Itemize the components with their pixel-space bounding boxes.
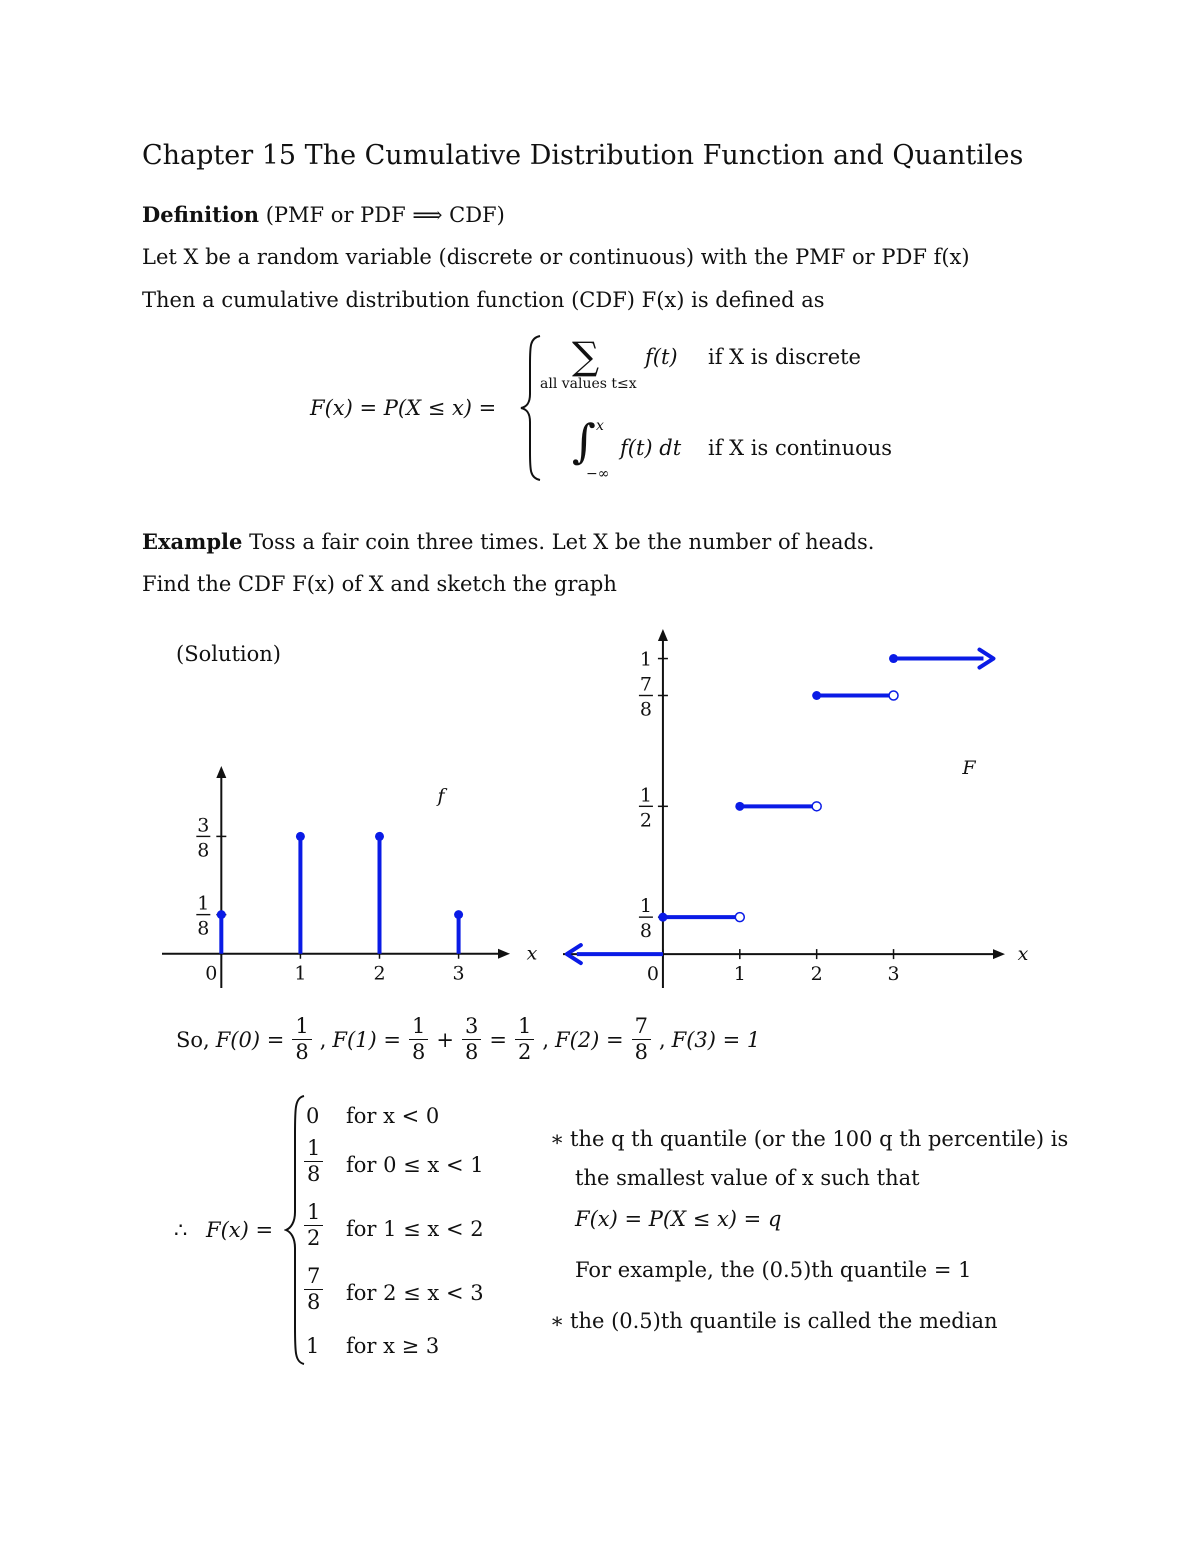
pmf-series-label: f bbox=[437, 785, 445, 807]
frac-num: 1 bbox=[304, 1138, 323, 1162]
y-tick-label-den: 2 bbox=[639, 809, 652, 832]
piecewise-lhs: F(x) = bbox=[206, 1218, 274, 1242]
note-equation: F(x) = P(X ≤ x) = q bbox=[575, 1207, 782, 1231]
cdf-open-point bbox=[735, 913, 744, 922]
so-f1-a-frac bbox=[409, 1016, 428, 1063]
frac-num: 1 bbox=[409, 1016, 428, 1040]
so-f2-frac bbox=[632, 1016, 651, 1063]
integral-upper: x bbox=[596, 418, 604, 434]
note-quantile-def: the q th quantile (or the 100 q th percentile) is bbox=[570, 1127, 1069, 1151]
cdf-open-point bbox=[889, 691, 898, 700]
so-comma: , bbox=[542, 1027, 549, 1052]
cdf-brace bbox=[518, 334, 544, 482]
note-star-1: ∗ bbox=[550, 1127, 565, 1151]
pmf-point bbox=[375, 832, 384, 841]
x-axis-label: x bbox=[1017, 943, 1029, 966]
so-eq: = bbox=[489, 1027, 507, 1052]
x-axis-label: x bbox=[526, 942, 538, 965]
so-f0-frac bbox=[292, 1016, 311, 1063]
definition-heading bbox=[142, 202, 505, 227]
frac-den: 8 bbox=[411, 1040, 426, 1064]
x-tick-label: 0 bbox=[205, 962, 218, 985]
x-tick-label: 2 bbox=[810, 963, 823, 986]
cdf-closed-point bbox=[658, 913, 667, 922]
piecewise-row-3-value bbox=[302, 1266, 325, 1313]
piecewise-row-4-value: 1 bbox=[306, 1334, 320, 1358]
frac-num: 1 bbox=[304, 1202, 323, 1226]
so-line bbox=[176, 1016, 760, 1063]
frac-num: 1 bbox=[515, 1016, 534, 1040]
y-axis-arrow bbox=[216, 766, 226, 778]
definition-line-2: Then a cumulative distribution function (CDF) F(x) is defined as bbox=[142, 288, 825, 312]
sum-symbol: ∑ bbox=[572, 334, 600, 378]
frac-num: 1 bbox=[292, 1016, 311, 1040]
so-f1-c-frac bbox=[515, 1016, 534, 1063]
pmf-point bbox=[296, 832, 305, 841]
frac-den: 8 bbox=[295, 1040, 309, 1064]
frac-den: 8 bbox=[464, 1040, 479, 1064]
frac-den: 8 bbox=[634, 1040, 648, 1064]
so-comma: , bbox=[658, 1027, 666, 1052]
y-tick-label-num: 7 bbox=[639, 673, 652, 696]
cdf-lhs: F(x) = P(X ≤ x) = bbox=[310, 396, 497, 420]
piecewise-row-0-cond: for x < 0 bbox=[346, 1104, 440, 1128]
x-axis-arrow bbox=[993, 949, 1005, 959]
y-tick-label: 1 bbox=[639, 648, 652, 671]
therefore-symbol: ∴ bbox=[174, 1218, 188, 1242]
so-comma: , bbox=[319, 1027, 327, 1052]
pmf-point bbox=[217, 910, 226, 919]
so-f2: F(2) = bbox=[555, 1027, 624, 1052]
x-tick-label: 3 bbox=[452, 962, 465, 985]
x-tick-label: 1 bbox=[733, 963, 746, 986]
so-f1: F(1) = bbox=[332, 1027, 401, 1052]
x-tick-label: 0 bbox=[646, 963, 659, 986]
y-tick-label-den: 8 bbox=[639, 698, 652, 721]
so-prefix: So, bbox=[176, 1027, 210, 1052]
piecewise-row-3-cond: for 2 ≤ x < 3 bbox=[346, 1281, 484, 1305]
frac-den: 8 bbox=[307, 1290, 321, 1314]
example-line-2: Find the CDF F(x) of X and sketch the graph bbox=[142, 572, 617, 596]
definition-line-1: Let X be a random variable (discrete or continuous) with the PMF or PDF f(x) bbox=[142, 245, 970, 269]
example-line-1 bbox=[142, 529, 874, 554]
piecewise-row-1-cond: for 0 ≤ x < 1 bbox=[346, 1153, 484, 1177]
x-tick-label: 3 bbox=[887, 963, 900, 986]
frac-num: 7 bbox=[632, 1016, 651, 1040]
integral-lower: −∞ bbox=[586, 466, 610, 482]
so-f0: F(0) = bbox=[215, 1027, 285, 1052]
integral-term: f(t) dt bbox=[620, 436, 682, 460]
piecewise-row-2-value bbox=[302, 1202, 325, 1249]
example-text: Toss a fair coin three times. Let X be the number of heads. bbox=[249, 530, 875, 554]
cdf-open-point bbox=[812, 802, 821, 811]
cdf-chart bbox=[555, 625, 1035, 1000]
sum-subscript: all values t≤x bbox=[540, 376, 637, 392]
y-tick-label-num: 1 bbox=[639, 895, 652, 918]
note-example: For example, the (0.5)th quantile = 1 bbox=[575, 1258, 972, 1282]
note-star-2: ∗ bbox=[550, 1309, 565, 1333]
y-tick-label-num: 3 bbox=[197, 814, 210, 837]
x-tick-label: 2 bbox=[373, 962, 386, 985]
definition-subtitle: (PMF or PDF ⟹ CDF) bbox=[265, 203, 505, 227]
frac-num: 7 bbox=[304, 1266, 323, 1290]
frac-den: 2 bbox=[517, 1040, 532, 1064]
x-axis-arrow bbox=[498, 949, 510, 959]
y-tick-label-num: 1 bbox=[639, 784, 652, 807]
cdf-closed-point bbox=[812, 691, 821, 700]
cdf-series-label: F bbox=[962, 757, 976, 779]
piecewise-row-0-value: 0 bbox=[306, 1104, 320, 1128]
y-tick-label-num: 1 bbox=[197, 892, 210, 915]
y-tick-label-den: 8 bbox=[639, 920, 652, 943]
example-label: Example bbox=[142, 529, 243, 554]
note-smallest-value: the smallest value of x such that bbox=[575, 1166, 920, 1190]
note-median: the (0.5)th quantile is called the median bbox=[570, 1309, 998, 1333]
integral-symbol: ∫ bbox=[572, 414, 596, 468]
frac-den: 2 bbox=[307, 1226, 321, 1250]
so-f3: F(3) = 1 bbox=[671, 1027, 761, 1052]
piecewise-row-2-cond: for 1 ≤ x < 2 bbox=[346, 1217, 484, 1241]
piecewise-row-1-value bbox=[302, 1138, 325, 1185]
frac-num: 3 bbox=[462, 1016, 481, 1040]
sum-term: f(t) bbox=[645, 345, 678, 369]
so-f1-b-frac bbox=[462, 1016, 481, 1063]
solution-label: (Solution) bbox=[176, 642, 281, 666]
y-axis-arrow bbox=[658, 629, 668, 641]
cdf-closed-point bbox=[889, 654, 898, 663]
x-tick-label: 1 bbox=[294, 962, 307, 985]
y-tick-label-den: 8 bbox=[197, 917, 210, 940]
pmf-chart bbox=[150, 760, 540, 1000]
page-title: Chapter 15 The Cumulative Distribution Function and Quantiles bbox=[142, 140, 1024, 171]
case-continuous: if X is continuous bbox=[708, 436, 893, 460]
frac-den: 8 bbox=[307, 1162, 321, 1186]
pmf-point bbox=[454, 910, 463, 919]
piecewise-row-4-cond: for x ≥ 3 bbox=[346, 1334, 440, 1358]
cdf-closed-point bbox=[735, 802, 744, 811]
definition-label: Definition bbox=[142, 202, 260, 227]
case-discrete: if X is discrete bbox=[708, 345, 861, 369]
y-tick-label-den: 8 bbox=[197, 839, 210, 862]
so-plus: + bbox=[436, 1027, 454, 1052]
